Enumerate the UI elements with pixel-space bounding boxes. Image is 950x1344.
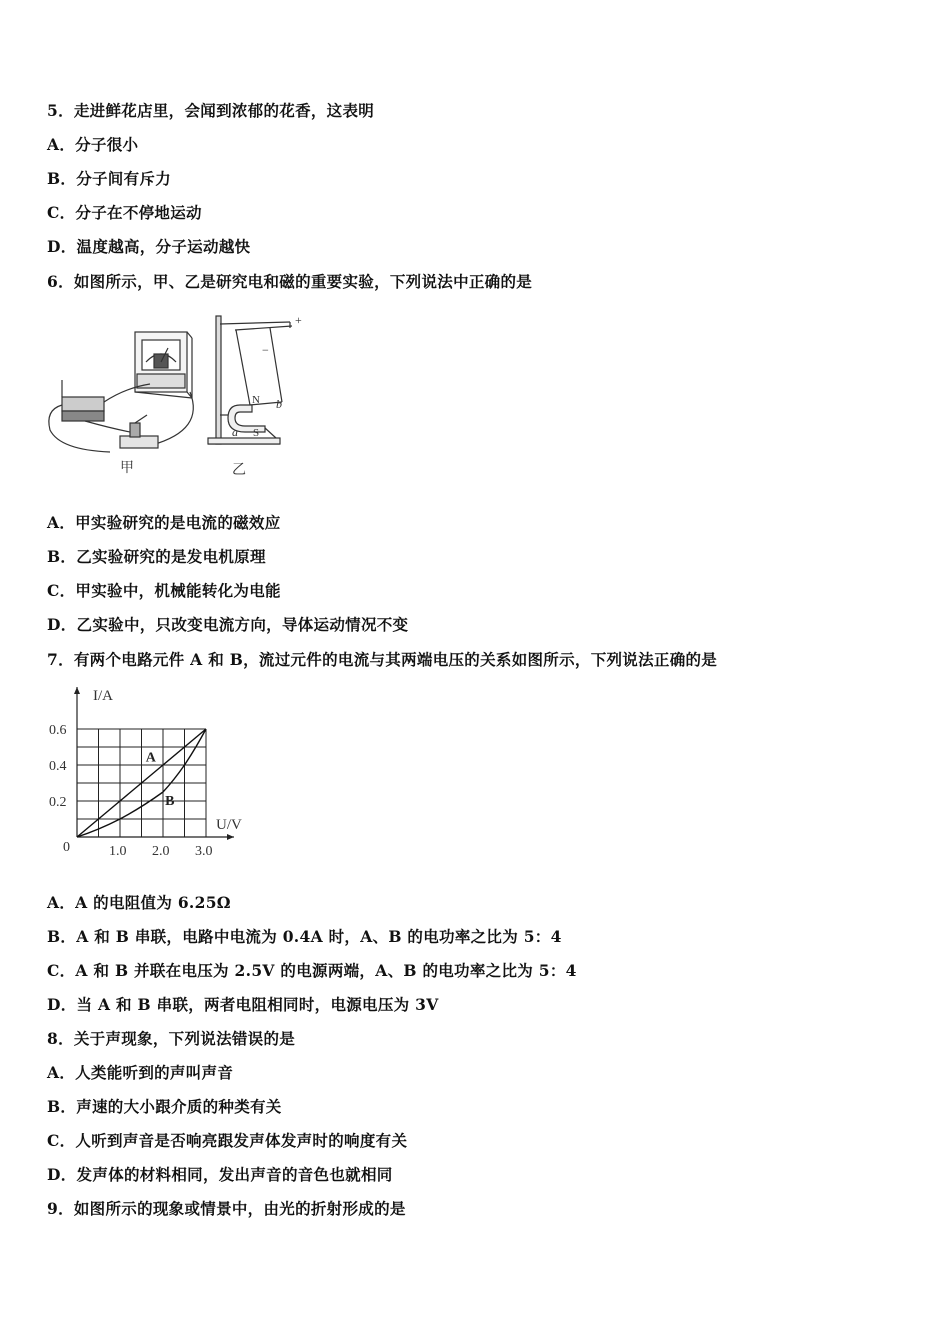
- series-label-a: A: [145, 750, 156, 766]
- iv-chart-svg: [40, 680, 260, 860]
- q8-stem: 8．关于声现象，下列说法错误的是: [47, 1029, 296, 1048]
- q5-option-d: D．温度越高，分子运动越快: [47, 237, 251, 256]
- q7-stem: 7．有两个电路元件 A 和 B，流过元件的电流与其两端电压的关系如图所示，下列说法正确的是: [47, 650, 718, 669]
- q8-option-b: B．声速的大小跟介质的种类有关: [47, 1097, 282, 1116]
- q5-option-b: B．分子间有斥力: [47, 169, 172, 188]
- q6-figure-svg: [40, 310, 320, 480]
- y-tick-label: 0.6: [49, 723, 67, 738]
- q5-option-a: A．分子很小: [47, 135, 139, 154]
- q6-figure: [40, 310, 320, 480]
- q9-stem: 9．如图所示的现象或情景中，由光的折射形成的是: [47, 1199, 406, 1218]
- q7-option-a: A．A 的电阻值为 6.25Ω: [47, 893, 231, 912]
- y-tick-label: 0.2: [49, 795, 67, 810]
- x-tick-label: 3.0: [195, 844, 213, 859]
- x-tick-label: 1.0: [109, 844, 127, 859]
- stand-apparatus: [208, 316, 292, 444]
- q8-option-c: C．人听到声音是否响亮跟发声体发声时的响度有关: [47, 1131, 408, 1150]
- y-tick-label: 0.4: [49, 759, 67, 774]
- q8-option-a: A．人类能听到的声叫声音: [47, 1063, 234, 1082]
- q5-option-c: C．分子在不停地运动: [47, 203, 202, 222]
- q6-option-b: B．乙实验研究的是发电机原理: [47, 547, 266, 566]
- label-minus: −: [262, 343, 269, 357]
- q6-option-a: A．甲实验研究的是电流的磁效应: [47, 513, 281, 532]
- series-label-b: B: [165, 794, 175, 809]
- q7-chart: [40, 680, 260, 860]
- y-axis-label: I/A: [93, 688, 113, 704]
- label-a: a: [232, 425, 238, 439]
- q8-option-d: D．发声体的材料相同，发出声音的音色也就相同: [47, 1165, 393, 1184]
- label-yi: 乙: [232, 463, 246, 478]
- q7-option-d: D．当 A 和 B 串联，两者电阻相同时，电源电压为 3V: [47, 995, 439, 1014]
- x-axis-label: U/V: [216, 817, 242, 833]
- q6-stem: 6．如图所示，甲、乙是研究电和磁的重要实验，下列说法中正确的是: [47, 272, 533, 291]
- label-n: N: [252, 394, 260, 406]
- x-tick-label: 2.0: [152, 844, 170, 859]
- galvanometer: [135, 332, 192, 398]
- label-s: S: [253, 427, 260, 439]
- label-plus: +: [295, 313, 302, 327]
- q7-option-c: C．A 和 B 并联在电压为 2.5V 的电源两端，A、B 的电功率之比为 5：4: [47, 961, 577, 980]
- q5-stem: 5．走进鲜花店里，会闻到浓郁的花香，这表明: [47, 101, 375, 120]
- label-jia: 甲: [120, 461, 134, 476]
- q6-option-c: C．甲实验中，机械能转化为电能: [47, 581, 281, 600]
- origin-label: 0: [63, 840, 70, 855]
- label-b: b: [276, 397, 282, 411]
- x-axis-arrow: [227, 834, 234, 840]
- q7-option-b: B．A 和 B 串联，电路中电流为 0.4A 时，A、B 的电功率之比为 5：4: [47, 927, 562, 946]
- q6-option-d: D．乙实验中，只改变电流方向，导体运动情况不变: [47, 615, 409, 634]
- y-axis-arrow: [74, 687, 80, 694]
